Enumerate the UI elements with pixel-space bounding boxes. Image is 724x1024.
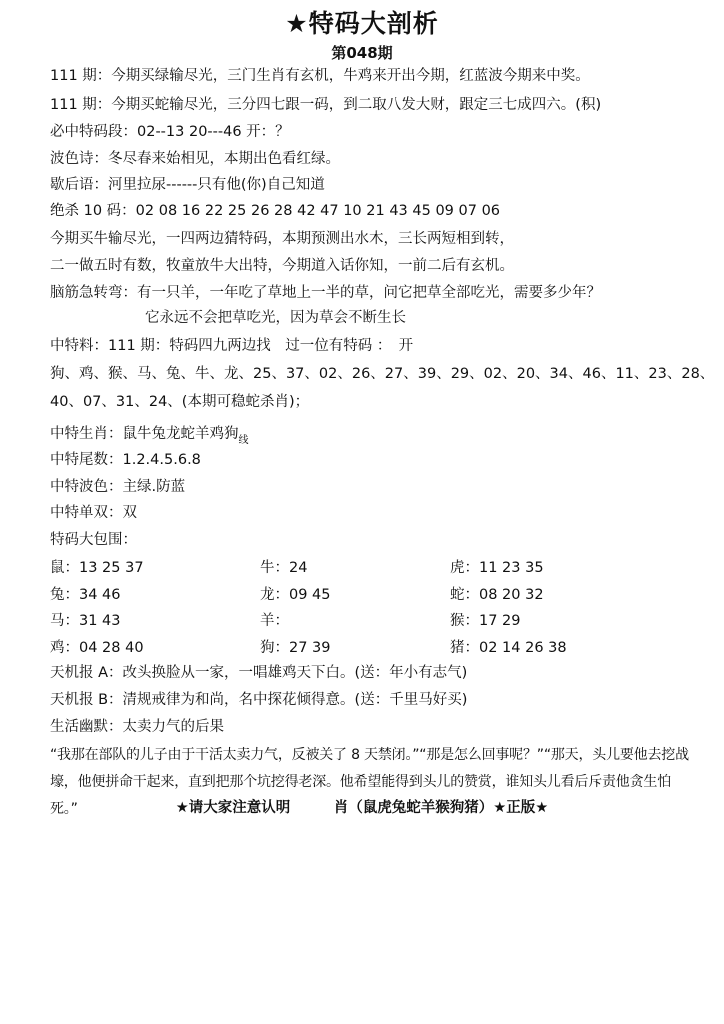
special-zodiac-line <box>50 424 249 451</box>
footer-notice: ★请大家注意认明 肖（鼠虎兔蛇羊猴狗猪）★正版★ <box>175 800 549 816</box>
grid-cell: 虎：11 23 35 <box>450 560 544 576</box>
humor-title: 太卖力气的后果 <box>122 719 224 735</box>
color-poem-line: 波色诗：冬尽春来始相见，本期出色看红绿。 <box>50 151 340 167</box>
grid-cell: 羊： <box>260 613 289 629</box>
grid-cell: 蛇：08 20 32 <box>450 587 544 603</box>
special-list-line-1: 狗、鸡、猴、马、兔、牛、龙、25、37、02、26、27、39、29、02、20、34、46、11、23、28、 <box>50 366 715 382</box>
humor-story: “我那在部队的儿子由于干活太卖力气，反被关了 8 天禁闭。”“那是怎么回事呢？”“那天，头儿要他去挖战壕，他便拼命干起来，直到把那个坑挖得老深。他希望能得到头儿的赞赏，谁知头儿看后斥责他贪生怕死。” <box>50 747 689 817</box>
special-color-line: 中特波色：主绿.防蓝 <box>50 479 186 495</box>
kill-numbers-line: 绝杀 10 码：02 08 16 22 25 26 28 42 47 10 21 43 45 09 07 06 <box>50 203 501 219</box>
special-material-line: 中特料：111 期：特码四九两边找 过一位有特码 ： 开 <box>50 338 414 354</box>
verse-line-2: 二一做五时有数，牧童放牛大出特，今期道入话你知，一前二后有玄机。 <box>50 258 514 274</box>
tianji-a-line: 天机报 A：改头换脸从一家，一唱雄鸡天下白。(送：年小有志气) <box>50 665 468 681</box>
special-zodiac-sub: 线 <box>238 435 249 446</box>
grid-cell: 牛：24 <box>260 560 308 576</box>
grid-cell: 龙：09 45 <box>260 587 331 603</box>
grid-cell: 鼠：13 25 37 <box>50 560 144 576</box>
riddle-question: 脑筋急转弯：有一只羊，一年吃了草地上一半的草，问它把草全部吃光，需要多少年？ <box>50 285 601 301</box>
humor-label: 生活幽默： <box>50 719 123 735</box>
grid-cell: 猴：17 29 <box>450 613 521 629</box>
proverb-line: 歇后语：河里拉尿------只有他(你)自己知道 <box>50 177 325 193</box>
riddle-answer: 它永远不会把草吃光，因为草会不断生长 <box>145 310 406 326</box>
grid-cell: 狗：27 39 <box>260 640 331 656</box>
special-zodiac-text: 中特生肖：鼠牛兔龙蛇羊鸡狗 <box>50 426 239 442</box>
special-list-line-2: 40、07、31、24、(本期可稳蛇杀肖)； <box>50 394 310 410</box>
number-segment-line: 必中特码段：02--13 20---46 开：？ <box>50 124 290 140</box>
prediction-line-1: 111 期：今期买绿输尽光，三门生肖有玄机，牛鸡来开出今期，红蓝波今期来中奖。 <box>50 68 590 84</box>
grid-cell: 马：31 43 <box>50 613 121 629</box>
grid-cell: 鸡：04 28 40 <box>50 640 144 656</box>
issue-number: 第048期 <box>331 44 393 62</box>
grid-cell: 猪：02 14 26 38 <box>450 640 567 656</box>
prediction-line-2: 111 期：今期买蛇输尽光，三分四七跟一码，到二取八发大财，跟定三七成四六。(积) <box>50 97 602 113</box>
special-tail-line: 中特尾数：1.2.4.5.6.8 <box>50 452 201 468</box>
encircle-heading: 特码大包围： <box>50 532 137 548</box>
page-title: ★特码大剖析 <box>285 9 439 38</box>
tianji-b-line: 天机报 B：清规戒律为和尚，名中探花倾得意。(送：千里马好买) <box>50 692 468 708</box>
verse-line-1: 今期买牛输尽光，一四两边猜特码，本期预测出水木，三长两短相到转， <box>50 231 514 247</box>
grid-cell: 兔：34 46 <box>50 587 121 603</box>
humor-heading-line <box>50 717 224 737</box>
special-odd-even-line: 中特单双：双 <box>50 505 137 521</box>
